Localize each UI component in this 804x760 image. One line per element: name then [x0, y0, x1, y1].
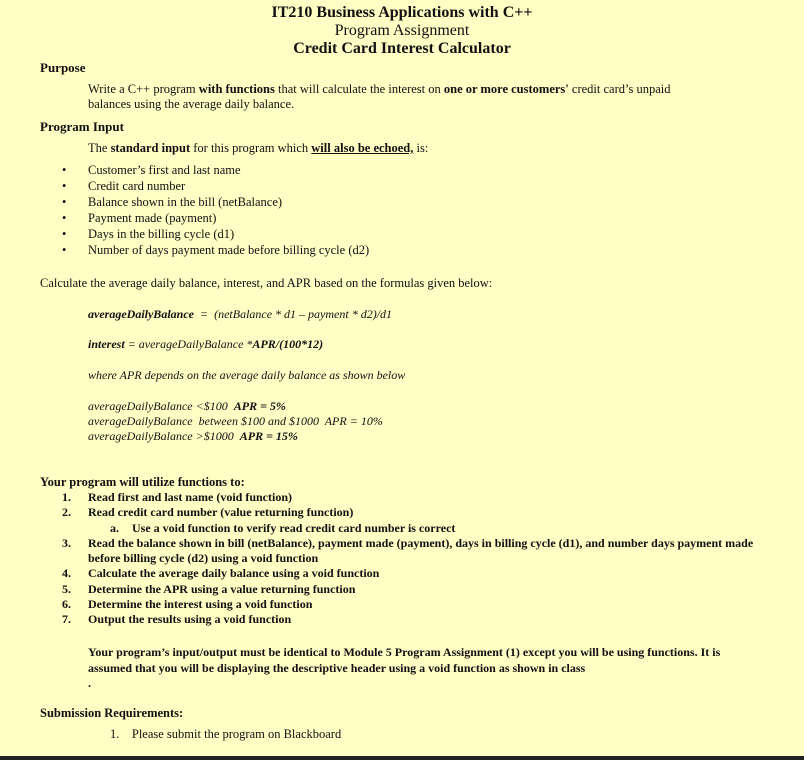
- list-item: a. Use a void function to verify read credit card number is correct: [110, 520, 456, 535]
- apr-row: averageDailyBalance >$1000 APR = 15%: [88, 429, 298, 443]
- interest-expr: = averageDailyBalance *: [124, 337, 253, 351]
- submission-item: 1. Please submit the program on Blackboard: [110, 727, 342, 741]
- program-input-heading: Program Input: [40, 119, 124, 134]
- bullet-icon: •: [62, 243, 67, 257]
- program-input-intro: [88, 141, 428, 156]
- interest-label: interest: [88, 337, 125, 351]
- list-item: • Balance shown in the bill (netBalance): [62, 195, 283, 209]
- purpose-text-d: one or more customers': [443, 82, 569, 96]
- list-item: • Payment made (payment): [62, 211, 217, 225]
- functions-heading: Your program will utilize functions to:: [40, 475, 245, 489]
- calculation-intro: Calculate the average daily balance, interest, and APR based on the formulas given below:: [40, 276, 493, 290]
- bullet-icon: •: [62, 211, 67, 225]
- list-item: • Credit card number: [62, 179, 186, 193]
- apr-table: [88, 399, 383, 444]
- purpose-text-e: credit card’s unpaid: [568, 82, 671, 96]
- purpose-text: [88, 82, 768, 112]
- bullet-icon: •: [62, 179, 67, 193]
- list-item: 2. Read credit card number (value returning function): [62, 505, 354, 520]
- intro-c: for this program which: [190, 141, 312, 155]
- apr-note: where APR depends on the average daily balance as shown below: [88, 368, 406, 382]
- list-item: • Customer’s first and last name: [62, 163, 241, 177]
- list-item: • Number of days payment made before billing cycle (d2): [62, 243, 370, 257]
- purpose-text-f: balances using the average daily balance.: [88, 97, 295, 111]
- intro-a: The: [88, 141, 111, 155]
- list-item: 7. Output the results using a void function: [62, 612, 292, 627]
- intro-e: is:: [413, 141, 429, 155]
- list-item: 5. Determine the APR using a value returning function: [62, 581, 356, 596]
- adb-label: averageDailyBalance: [88, 307, 194, 321]
- functions-list: [62, 490, 788, 628]
- title-block: [0, 4, 804, 58]
- purpose-heading: Purpose: [40, 60, 86, 75]
- intro-b: standard input: [110, 141, 191, 155]
- io-note: Your program’s input/output must be identical to Module 5 Program Assignment (1) except you will be using functions. It is assumed that you will be displaying the descriptive header using a void function as shown in class: [88, 645, 721, 675]
- list-item: 6. Determine the interest using a void function: [62, 597, 313, 612]
- apr-row: averageDailyBalance <$100 APR = 5%: [88, 399, 286, 413]
- list-item: 4. Calculate the average daily balance using a void function: [62, 566, 380, 581]
- purpose-text-b: with functions: [198, 82, 275, 96]
- interest-formula: [88, 337, 323, 352]
- list-item: 3. Read the balance shown in bill (netBalance), payment made (payment), days in billing cycle (d1), and number days payment made before billing cycle (d2) using a void function: [62, 535, 754, 566]
- adb-formula: [88, 307, 392, 322]
- submission-heading: Submission Requirements:: [40, 706, 184, 720]
- bullet-icon: •: [62, 195, 67, 209]
- bullet-icon: •: [62, 163, 67, 177]
- interest-apr: APR/(100*12): [252, 337, 324, 351]
- list-item: 1. Read first and last name (void function): [62, 490, 293, 504]
- course-title: IT210 Business Applications with C++: [271, 4, 533, 21]
- bullet-icon: •: [62, 227, 67, 241]
- assignment-subtitle: Program Assignment: [334, 22, 470, 39]
- list-item: • Days in the billing cycle (d1): [62, 227, 235, 241]
- adb-expr: = (netBalance * d1 – payment * d2)/d1: [193, 307, 393, 321]
- purpose-text-a: Write a C++ program: [88, 82, 199, 96]
- apr-row: averageDailyBalance between $100 and $1000 APR = 10%: [88, 414, 383, 428]
- bottom-border: [0, 756, 804, 760]
- input-bullet-list: [62, 162, 369, 258]
- io-note-dot: .: [88, 676, 91, 690]
- intro-d: will also be echoed,: [311, 141, 414, 155]
- purpose-text-c: that will calculate the interest on: [274, 82, 444, 96]
- assignment-title: Credit Card Interest Calculator: [293, 40, 511, 57]
